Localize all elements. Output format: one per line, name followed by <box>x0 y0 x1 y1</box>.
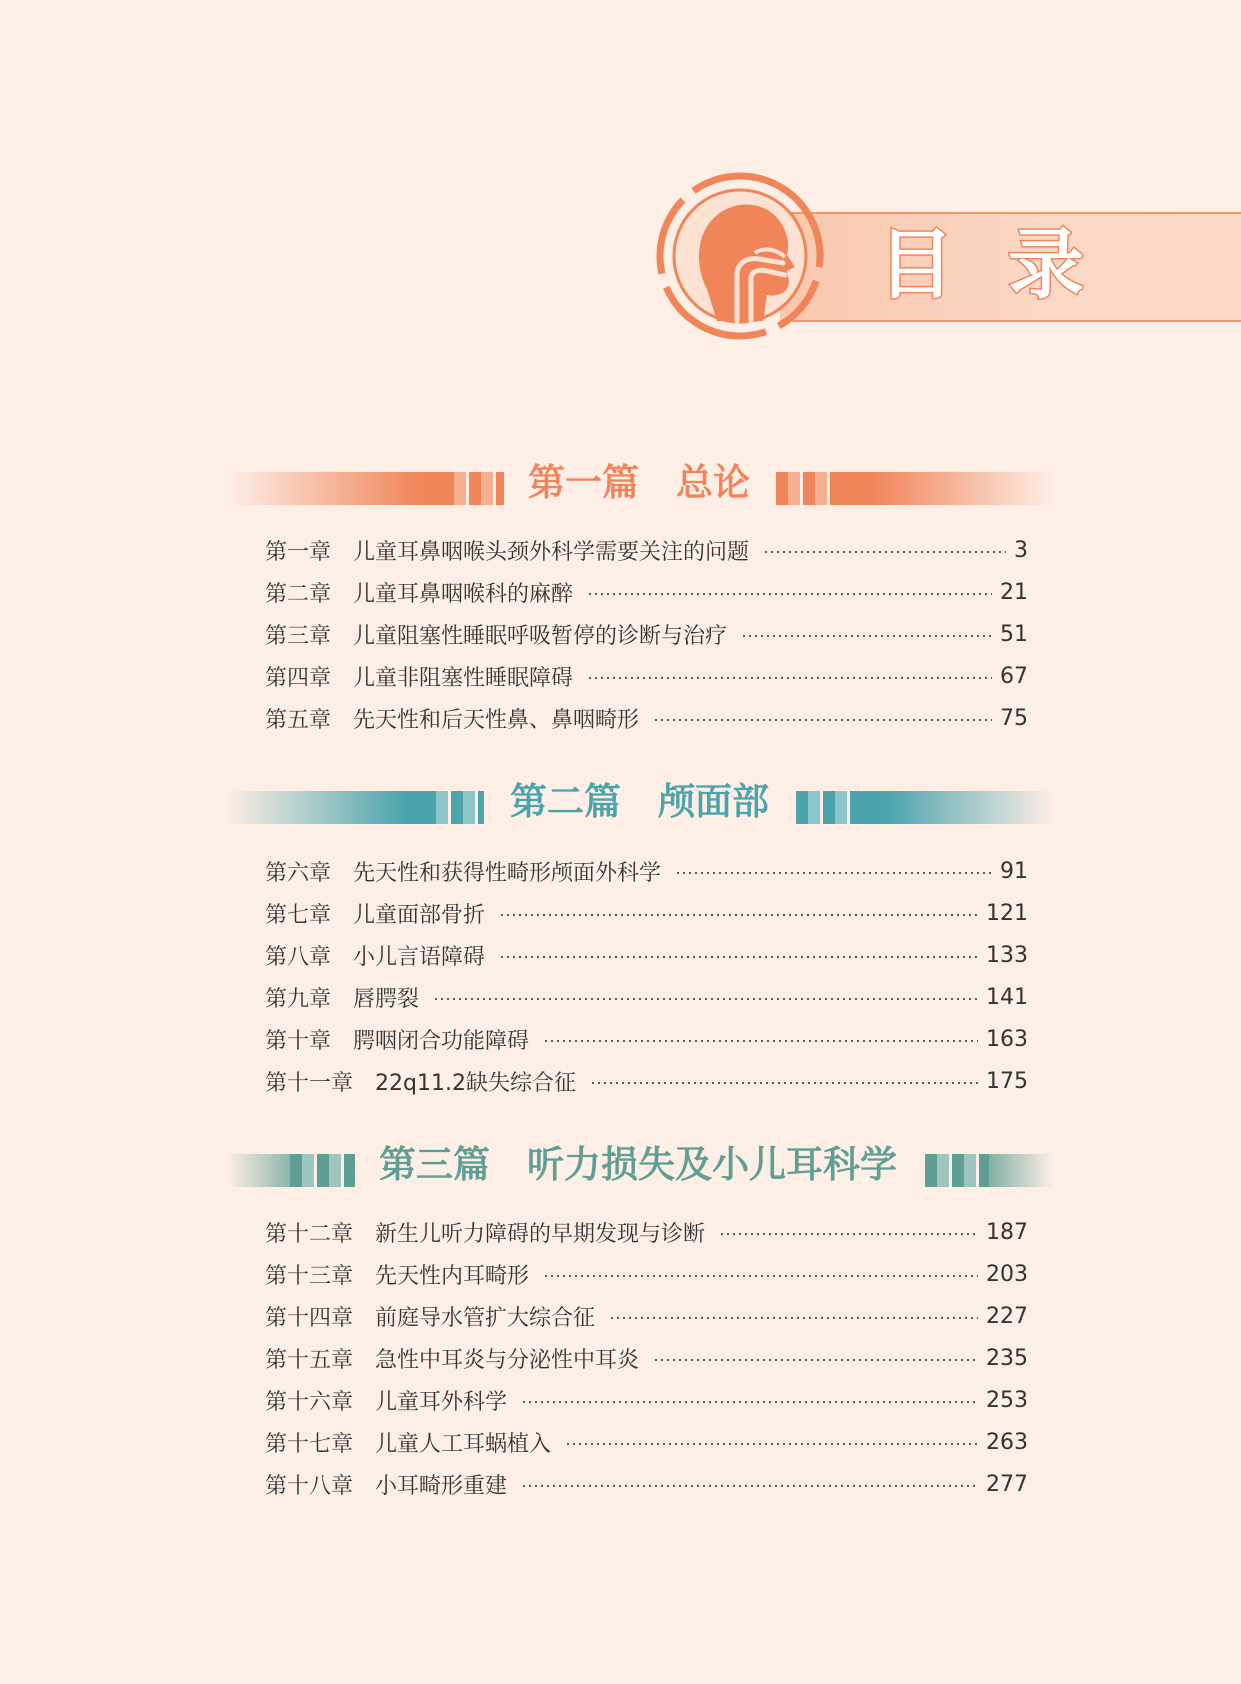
chapter-number: 第一章 <box>265 539 332 565</box>
chapter-number: 第十三章 <box>265 1263 354 1289</box>
section-bar-stripes <box>424 791 484 824</box>
leader-dots <box>521 1485 978 1487</box>
page-number: 91 <box>1000 858 1028 884</box>
page-number: 235 <box>986 1345 1028 1371</box>
chapter-title: 急性中耳炎与分泌性中耳炎 <box>375 1347 640 1373</box>
toc-entry[interactable] <box>265 1256 1028 1292</box>
toc-entry[interactable] <box>265 574 1028 610</box>
section-bar-stripes <box>796 791 856 824</box>
chapter-number: 第十七章 <box>265 1431 354 1457</box>
chapter-title: 小耳畸形重建 <box>375 1473 508 1499</box>
leader-dots <box>675 872 992 874</box>
toc-entry[interactable] <box>265 1021 1028 1057</box>
page-number: 51 <box>1000 621 1028 647</box>
head-throat-anatomy-icon <box>655 171 825 341</box>
leader-dots <box>590 1082 978 1084</box>
leader-dots <box>763 551 1006 553</box>
page-number: 133 <box>986 942 1028 968</box>
page-number: 163 <box>986 1026 1028 1052</box>
chapter-title: 儿童面部骨折 <box>353 902 486 928</box>
chapter-title: 腭咽闭合功能障碍 <box>353 1028 530 1054</box>
toc-entry[interactable] <box>265 532 1028 568</box>
chapter-number: 第八章 <box>265 944 332 970</box>
leader-dots <box>653 1359 978 1361</box>
chapter-number: 第十二章 <box>265 1221 354 1247</box>
toc-entry[interactable] <box>265 1063 1028 1099</box>
leader-dots <box>433 998 978 1000</box>
chapter-title: 先天性和后天性鼻、鼻咽畸形 <box>353 707 640 733</box>
leader-dots <box>543 1275 978 1277</box>
section-header-3 <box>228 1139 1053 1191</box>
chapter-number: 第六章 <box>265 860 332 886</box>
leader-dots <box>587 593 992 595</box>
section-title: 第三篇 听力损失及小儿耳科学 <box>379 1143 897 1186</box>
toc-entry[interactable] <box>265 1424 1028 1460</box>
leader-dots <box>565 1443 978 1445</box>
leader-dots <box>521 1401 978 1403</box>
leader-dots <box>609 1317 978 1319</box>
toc-entry[interactable] <box>265 1340 1028 1376</box>
section-header-2 <box>228 776 1053 828</box>
leader-dots <box>543 1040 978 1042</box>
leader-dots <box>719 1233 978 1235</box>
section-bar-stripes <box>776 472 838 505</box>
chapter-number: 第二章 <box>265 581 332 607</box>
page-number: 203 <box>986 1261 1028 1287</box>
toc-entry[interactable] <box>265 979 1028 1015</box>
chapter-number: 第三章 <box>265 623 332 649</box>
page-number: 3 <box>1014 537 1028 563</box>
chapter-title: 小儿言语障碍 <box>353 944 486 970</box>
section-header-1 <box>228 457 1053 509</box>
toc-entry[interactable] <box>265 1382 1028 1418</box>
chapter-title: 唇腭裂 <box>353 986 420 1012</box>
chapter-number: 第十五章 <box>265 1347 354 1373</box>
chapter-title: 儿童耳鼻咽喉头颈外科学需要关注的问题 <box>353 539 750 565</box>
chapter-number: 第五章 <box>265 707 332 733</box>
chapter-title: 先天性内耳畸形 <box>375 1263 530 1289</box>
page-number: 141 <box>986 984 1028 1010</box>
toc-entry[interactable] <box>265 700 1028 736</box>
leader-dots <box>587 677 992 679</box>
toc-entry[interactable] <box>265 658 1028 694</box>
page-number: 263 <box>986 1429 1028 1455</box>
chapter-number: 第七章 <box>265 902 332 928</box>
toc-entry[interactable] <box>265 1298 1028 1334</box>
page-number: 75 <box>1000 705 1028 731</box>
chapter-title: 儿童耳鼻咽喉科的麻醉 <box>353 581 574 607</box>
leader-dots <box>499 956 978 958</box>
page-number: 253 <box>986 1387 1028 1413</box>
page-number: 21 <box>1000 579 1028 605</box>
chapter-number: 第十六章 <box>265 1389 354 1415</box>
section-title: 第一篇 总论 <box>528 461 750 504</box>
leader-dots <box>741 635 992 637</box>
chapter-title: 儿童阻塞性睡眠呼吸暂停的诊断与治疗 <box>353 623 728 649</box>
chapter-title: 先天性和获得性畸形颅面外科学 <box>353 860 662 886</box>
chapter-title: 儿童耳外科学 <box>375 1389 508 1415</box>
chapter-number: 第十八章 <box>265 1473 354 1499</box>
section-bar-stripes <box>442 472 504 505</box>
section-bar-stripes <box>925 1154 989 1187</box>
chapter-title: 儿童人工耳蜗植入 <box>375 1431 552 1457</box>
toc-entry[interactable] <box>265 853 1028 889</box>
page-number: 175 <box>986 1068 1028 1094</box>
toc-entry[interactable] <box>265 1214 1028 1250</box>
chapter-title: 22q11.2缺失综合征 <box>375 1070 576 1096</box>
page-number: 187 <box>986 1219 1028 1245</box>
page-number: 67 <box>1000 663 1028 689</box>
chapter-number: 第九章 <box>265 986 332 1012</box>
toc-entry[interactable] <box>265 1466 1028 1502</box>
chapter-number: 第十四章 <box>265 1305 354 1331</box>
chapter-title: 新生儿听力障碍的早期发现与诊断 <box>375 1221 706 1247</box>
chapter-number: 第四章 <box>265 665 332 691</box>
leader-dots <box>653 719 992 721</box>
page-number: 277 <box>986 1471 1028 1497</box>
page-number: 227 <box>986 1303 1028 1329</box>
leader-dots <box>499 914 978 916</box>
page-number: 121 <box>986 900 1028 926</box>
chapter-title: 前庭导水管扩大综合征 <box>375 1305 596 1331</box>
toc-entry[interactable] <box>265 895 1028 931</box>
toc-entry[interactable] <box>265 937 1028 973</box>
section-title: 第二篇 颅面部 <box>510 780 769 823</box>
chapter-title: 儿童非阻塞性睡眠障碍 <box>353 665 574 691</box>
chapter-number: 第十章 <box>265 1028 332 1054</box>
chapter-number: 第十一章 <box>265 1070 354 1096</box>
section-bar-stripes <box>290 1154 355 1187</box>
toc-entry[interactable] <box>265 616 1028 652</box>
page-title: 目录 <box>878 220 1138 309</box>
